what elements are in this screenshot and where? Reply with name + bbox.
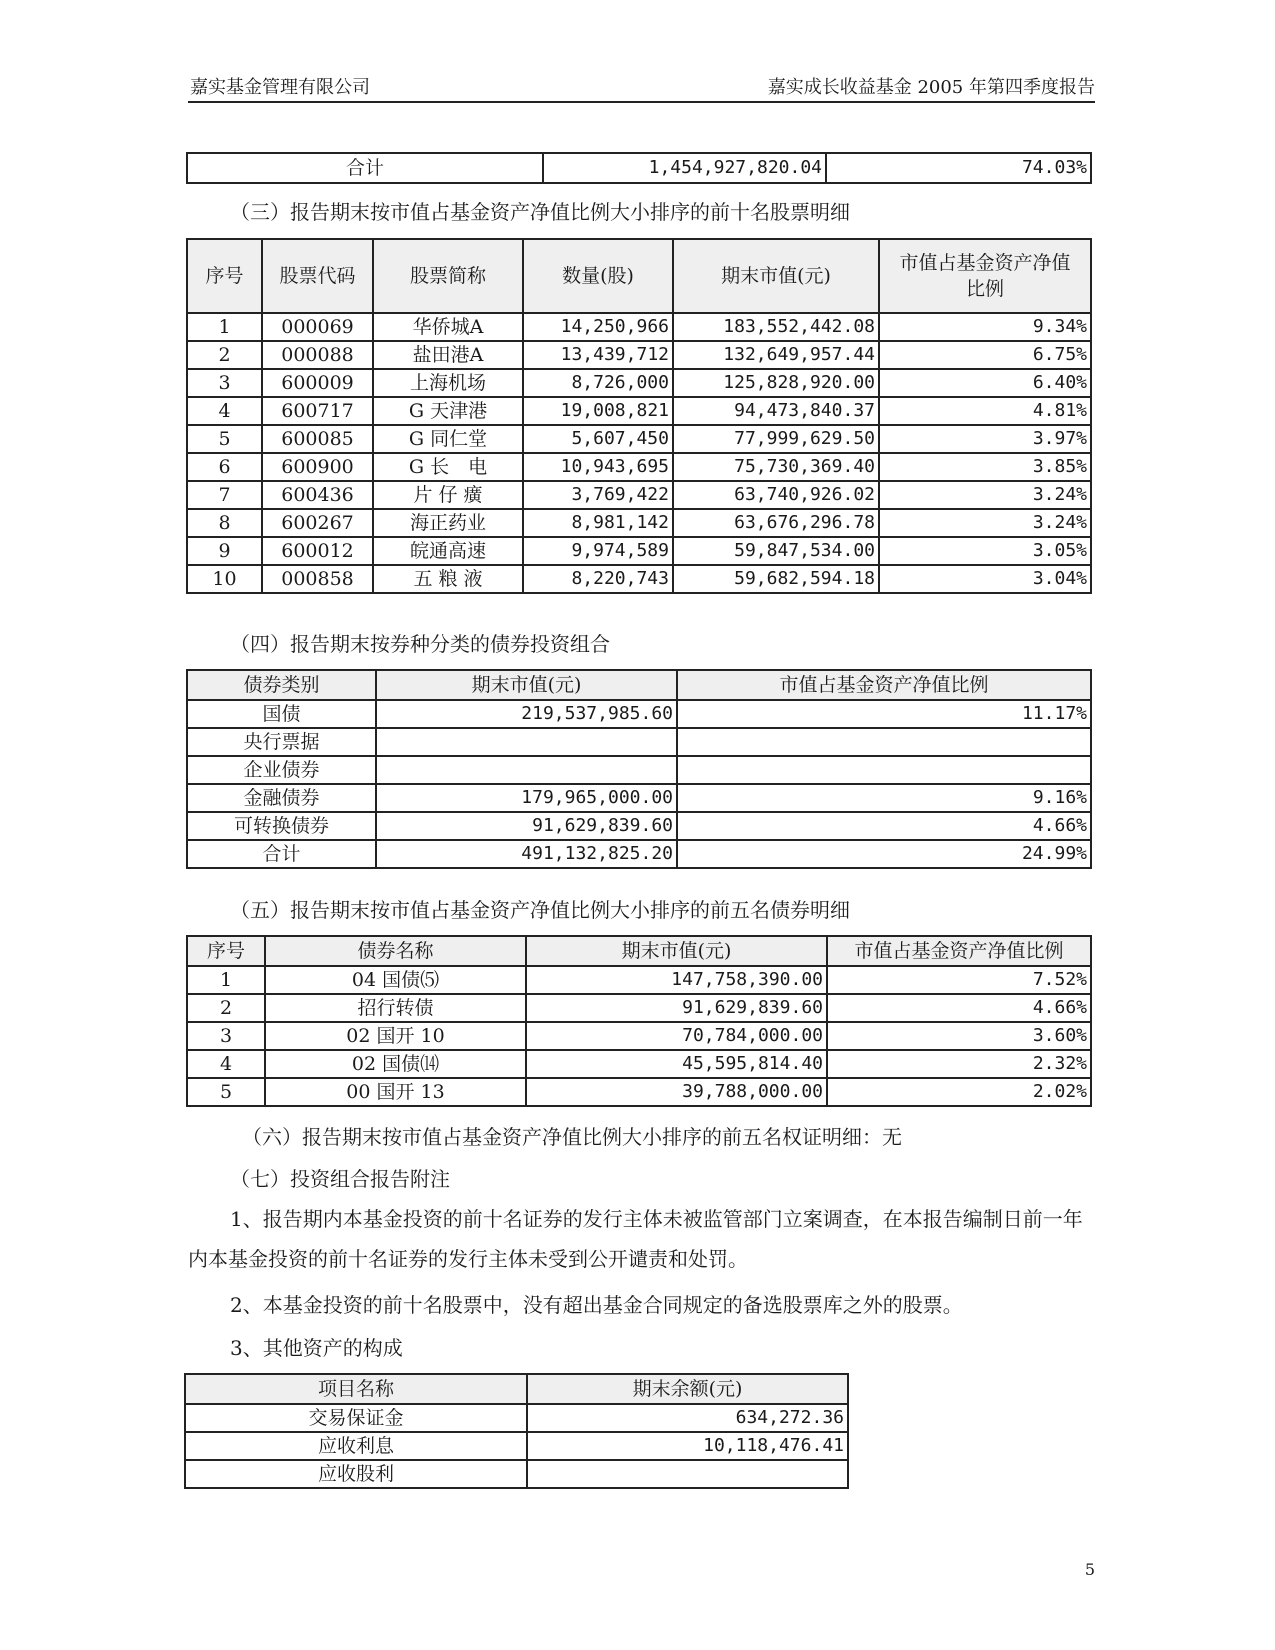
table-cell [376, 756, 677, 784]
table-cell: 招行转债 [265, 994, 526, 1022]
table-cell: 3.60% [827, 1022, 1091, 1050]
table-cell: G 长 电 [373, 453, 523, 481]
table-cell: 2 [187, 341, 262, 369]
table-row [187, 784, 1091, 812]
table-cell: G 天津港 [373, 397, 523, 425]
table-cell: 9.34% [879, 313, 1091, 341]
table-row [187, 341, 1091, 369]
table-cell: 132,649,957.44 [673, 341, 879, 369]
col-header-index: 序号 [187, 936, 265, 966]
header-rule [188, 101, 1095, 103]
table-cell: 63,676,296.78 [673, 509, 879, 537]
note-3: 3、其他资产的构成 [230, 1336, 403, 1360]
table-cell: 上海机场 [373, 369, 523, 397]
table-cell: 五 粮 液 [373, 565, 523, 593]
table-cell: 3.85% [879, 453, 1091, 481]
table-row [187, 509, 1091, 537]
table-cell: 600900 [262, 453, 373, 481]
table-row [187, 840, 1091, 868]
table-cell: 海正药业 [373, 509, 523, 537]
col-header-ratio: 市值占基金资产净值比例 [879, 239, 1091, 313]
table-cell: 华侨城A [373, 313, 523, 341]
table-cell: 8,981,142 [523, 509, 673, 537]
col-header-ratio: 市值占基金资产净值比例 [677, 670, 1091, 700]
table-cell: 1 [187, 966, 265, 994]
table-cell: 000069 [262, 313, 373, 341]
table-row [187, 565, 1091, 593]
table-cell: 7 [187, 481, 262, 509]
table-row [187, 369, 1091, 397]
table-cell: 125,828,920.00 [673, 369, 879, 397]
table-cell: 70,784,000.00 [526, 1022, 827, 1050]
table-cell: 77,999,629.50 [673, 425, 879, 453]
table-row [187, 397, 1091, 425]
table-cell: 91,629,839.60 [376, 812, 677, 840]
note-1: 1、报告期内本基金投资的前十名证券的发行主体未被监管部门立案调查，在本报告编制日前一年内本基金投资的前十名证券的发行主体未受到公开谴责和处罚。 [188, 1207, 1083, 1271]
table-cell: 6 [187, 453, 262, 481]
table-cell: 企业债券 [187, 756, 376, 784]
table-cell: 45,595,814.40 [526, 1050, 827, 1078]
col-header-ratio: 市值占基金资产净值比例 [827, 936, 1091, 966]
col-header-code: 股票代码 [262, 239, 373, 313]
table-cell: 000858 [262, 565, 373, 593]
table-cell: 24.99% [677, 840, 1091, 868]
bond-type-table [186, 669, 1092, 869]
table-row [187, 994, 1091, 1022]
table-row [185, 1404, 848, 1432]
table-cell: 11.17% [677, 700, 1091, 728]
table-cell: 1 [187, 313, 262, 341]
table-cell: 4.66% [827, 994, 1091, 1022]
table-cell: 10,943,695 [523, 453, 673, 481]
table-cell: 4.81% [879, 397, 1091, 425]
table-row [187, 153, 1091, 183]
table-cell: G 同仁堂 [373, 425, 523, 453]
table-cell: 皖通高速 [373, 537, 523, 565]
table-cell: 10,118,476.41 [527, 1432, 848, 1460]
section5-caption: （五）报告期末按市值占基金资产净值比例大小排序的前五名债券明细 [230, 898, 850, 922]
note-2: 2、本基金投资的前十名股票中，没有超出基金合同规定的备选股票库之外的股票。 [230, 1293, 963, 1317]
table-cell: 3.24% [879, 509, 1091, 537]
table-header-row [185, 1374, 848, 1404]
table-cell: 600085 [262, 425, 373, 453]
table-cell: 国债 [187, 700, 376, 728]
table-cell: 金融债券 [187, 784, 376, 812]
table-cell: 3.05% [879, 537, 1091, 565]
table-cell: 10 [187, 565, 262, 593]
col-header-balance: 期末余额(元) [527, 1374, 848, 1404]
table-cell: 75,730,369.40 [673, 453, 879, 481]
table-row [187, 453, 1091, 481]
table-row [187, 481, 1091, 509]
table-cell: 2 [187, 994, 265, 1022]
carryover-value: 1,454,927,820.04 [543, 153, 826, 183]
table-cell: 183,552,442.08 [673, 313, 879, 341]
table-row [187, 812, 1091, 840]
table-row [187, 313, 1091, 341]
table-cell: 8,220,743 [523, 565, 673, 593]
table-cell: 3 [187, 1022, 265, 1050]
table-cell: 可转换债券 [187, 812, 376, 840]
table-cell: 00 国开 13 [265, 1078, 526, 1106]
table-row [187, 966, 1091, 994]
table-row [185, 1432, 848, 1460]
carryover-label: 合计 [187, 153, 543, 183]
table-cell: 3,769,422 [523, 481, 673, 509]
table-cell: 179,965,000.00 [376, 784, 677, 812]
table-cell: 219,537,985.60 [376, 700, 677, 728]
table-cell [677, 756, 1091, 784]
col-header-bond-type: 债券类别 [187, 670, 376, 700]
table-header-row [187, 670, 1091, 700]
table-cell: 央行票据 [187, 728, 376, 756]
table-cell: 19,008,821 [523, 397, 673, 425]
table-row [187, 1078, 1091, 1106]
table-cell: 9,974,589 [523, 537, 673, 565]
col-header-name: 股票简称 [373, 239, 523, 313]
table-cell: 02 国开 10 [265, 1022, 526, 1050]
table-cell: 491,132,825.20 [376, 840, 677, 868]
table-cell: 147,758,390.00 [526, 966, 827, 994]
table-cell [677, 728, 1091, 756]
table-row [187, 756, 1091, 784]
col-header-market-value: 期末市值(元) [673, 239, 879, 313]
table-cell: 9 [187, 537, 262, 565]
table-cell: 7.52% [827, 966, 1091, 994]
table-cell: 8 [187, 509, 262, 537]
table-row [187, 728, 1091, 756]
table-cell: 3 [187, 369, 262, 397]
table-cell: 8,726,000 [523, 369, 673, 397]
top5-bonds-table [186, 935, 1092, 1107]
table-cell: 634,272.36 [527, 1404, 848, 1432]
table-cell: 4 [187, 1050, 265, 1078]
table-cell: 9.16% [677, 784, 1091, 812]
table-cell: 3.24% [879, 481, 1091, 509]
table-cell: 94,473,840.37 [673, 397, 879, 425]
section4-caption: （四）报告期末按券种分类的债券投资组合 [230, 632, 610, 656]
col-header-bond-name: 债券名称 [265, 936, 526, 966]
col-header-market-value: 期末市值(元) [526, 936, 827, 966]
header-report-title: 嘉实成长收益基金 2005 年第四季度报告 [767, 77, 1095, 98]
table-row [187, 1022, 1091, 1050]
table-cell: 2.02% [827, 1078, 1091, 1106]
table-cell: 91,629,839.60 [526, 994, 827, 1022]
table-cell: 59,847,534.00 [673, 537, 879, 565]
table-cell: 3.97% [879, 425, 1091, 453]
table-cell: 4.66% [677, 812, 1091, 840]
table-cell: 59,682,594.18 [673, 565, 879, 593]
table-cell: 39,788,000.00 [526, 1078, 827, 1106]
table-cell: 盐田港A [373, 341, 523, 369]
table-cell: 3.04% [879, 565, 1091, 593]
section7-caption: （七）投资组合报告附注 [230, 1167, 450, 1191]
table-cell: 2.32% [827, 1050, 1091, 1078]
table-cell: 5 [187, 1078, 265, 1106]
table-cell: 600717 [262, 397, 373, 425]
carryover-table [186, 152, 1092, 184]
col-header-quantity: 数量(股) [523, 239, 673, 313]
table-cell: 4 [187, 397, 262, 425]
table-header-row [187, 239, 1091, 313]
table-cell: 6.40% [879, 369, 1091, 397]
section3-caption: （三）报告期末按市值占基金资产净值比例大小排序的前十名股票明细 [230, 200, 850, 224]
table-cell: 600436 [262, 481, 373, 509]
table-cell: 600012 [262, 537, 373, 565]
top10-stocks-table [186, 238, 1092, 594]
other-assets-table [184, 1373, 849, 1489]
table-cell: 合计 [187, 840, 376, 868]
carryover-pct: 74.03% [826, 153, 1091, 183]
table-cell: 02 国债⒁ [265, 1050, 526, 1078]
table-row [187, 1050, 1091, 1078]
page-number: 5 [1084, 1560, 1095, 1579]
section6-caption: （六）报告期末按市值占基金资产净值比例大小排序的前五名权证明细：无 [242, 1125, 902, 1149]
table-cell: 5 [187, 425, 262, 453]
table-cell [376, 728, 677, 756]
table-cell: 600267 [262, 509, 373, 537]
col-header-market-value: 期末市值(元) [376, 670, 677, 700]
table-row [187, 425, 1091, 453]
table-cell: 04 国债⑸ [265, 966, 526, 994]
table-cell: 应收股利 [185, 1460, 527, 1488]
table-header-row [187, 936, 1091, 966]
table-row [187, 537, 1091, 565]
table-cell: 63,740,926.02 [673, 481, 879, 509]
table-cell: 5,607,450 [523, 425, 673, 453]
table-row [185, 1460, 848, 1488]
table-cell: 13,439,712 [523, 341, 673, 369]
col-header-item-name: 项目名称 [185, 1374, 527, 1404]
table-row [187, 700, 1091, 728]
table-cell: 14,250,966 [523, 313, 673, 341]
col-header-index: 序号 [187, 239, 262, 313]
table-cell: 6.75% [879, 341, 1091, 369]
table-cell: 应收利息 [185, 1432, 527, 1460]
table-cell [527, 1460, 848, 1488]
table-cell: 交易保证金 [185, 1404, 527, 1432]
table-cell: 600009 [262, 369, 373, 397]
table-cell: 000088 [262, 341, 373, 369]
header-company: 嘉实基金管理有限公司 [190, 77, 370, 98]
table-cell: 片 仔 癀 [373, 481, 523, 509]
